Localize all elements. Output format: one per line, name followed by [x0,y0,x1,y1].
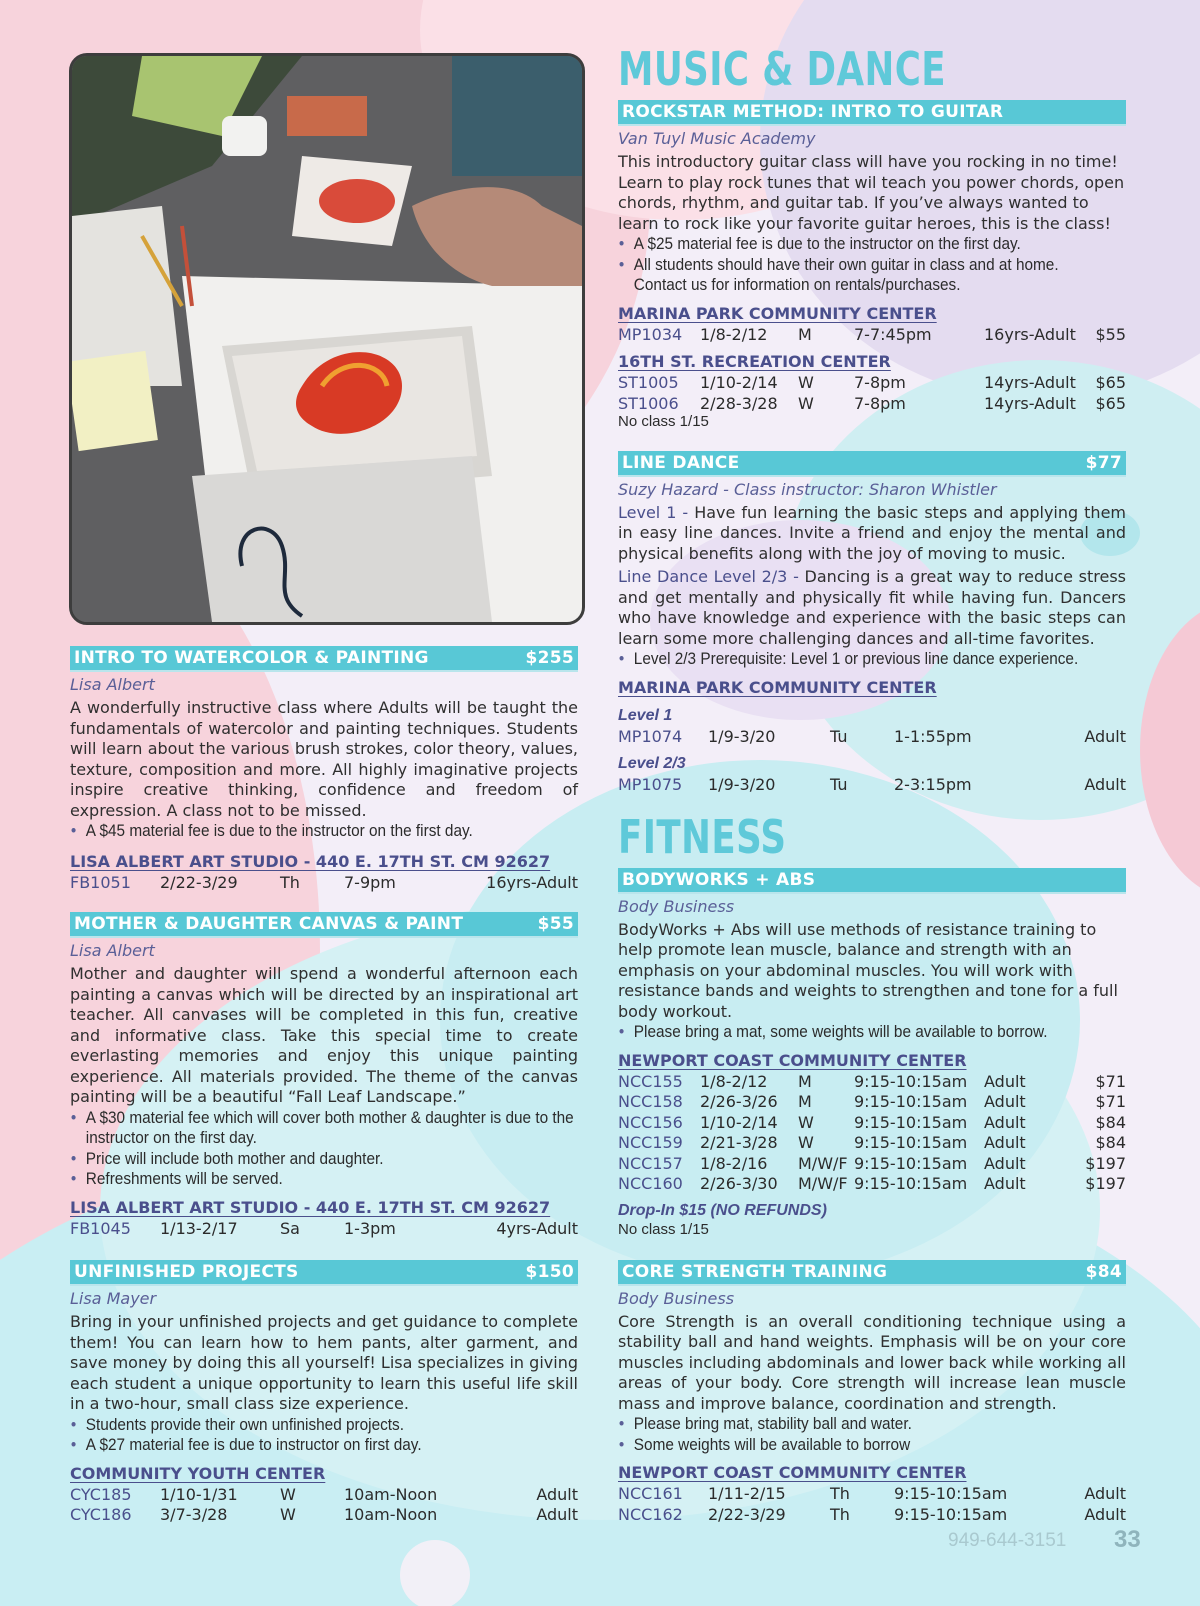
day: M/W/F [798,1153,848,1173]
class-code[interactable]: ST1005 [618,373,679,392]
level-text: Dancing is a great way to reduce stress and get mentally and physically fit while having fun. Dancers who have knowledge and experience with the basic steps can learn some more challenging dances and all-time favorites. [618,567,1126,648]
dates: 2/28-3/28 [700,393,778,413]
day: Tu [830,775,848,794]
price: $65 [1095,393,1126,413]
schedule-row [70,1485,578,1506]
instructor: Body Business [618,1288,735,1308]
footer-phone: 949-644-3151 [948,1530,1067,1551]
level-lead: Level 1 - [618,502,689,522]
age: Adult [536,1505,578,1524]
schedule-row [618,1505,1126,1526]
day: M [798,324,812,344]
bullet-list [70,1415,575,1456]
dates: 3/7-3/28 [160,1505,228,1524]
time: 7-8pm [854,393,906,413]
time: 9:15-10:15am [894,1484,1008,1503]
bullet-list [70,1108,575,1190]
time: 9:15-10:15am [854,1153,968,1173]
bullet: • Price will include both mother and daughter. [70,1149,575,1170]
bullet-list [70,821,575,842]
class-title-bar [618,868,1126,894]
dates: 1/11-2/15 [708,1484,786,1503]
schedule-row [618,394,1126,413]
bullet: • Please bring a mat, some weights will be available to borrow. [618,1022,1123,1043]
description: This introductory guitar class will have you rocking in no time! Learn to play rock tunes that wil teach you power chords, open chords, rhythm, and guitar tab. If you’ve always wanted to learn to rock like your favorite guitar heroes, this is the class! [618,152,1125,233]
age: Adult [984,1133,1026,1152]
description: Mother and daughter will spend a wonderful afternoon each painting a canvas which will be directed by an inspirational art teacher. All canvases will be completed in this fun, creative and informative class. Take this special time to create everlasting memories and enjoy this unique painting experience. All materials provided. The theme of the canvas painting will be a beautiful “Fall Leaf Landscape.” [70,964,578,1106]
bullet: • A $45 material fee is due to the instructor on the first day. [70,821,575,842]
class-title-bar [70,1260,578,1286]
price: $84 [1095,1133,1126,1152]
class-price: $84 [1085,1261,1122,1282]
day: M [798,1092,812,1111]
class-title-bar [70,646,578,672]
drop-in-note: Drop-In $15 (NO REFUNDS) [618,1201,827,1219]
bullet-list [618,1022,1123,1043]
dates: 2/21-3/28 [700,1133,778,1152]
description-level-1 [618,503,1126,565]
level-lead: Line Dance Level 2/3 - [618,567,799,586]
age: 16yrs-Adult [984,324,1076,344]
dates: 2/22-3/29 [160,872,238,892]
bullet-list [618,234,1123,296]
age: Adult [984,1092,1026,1111]
dates: 1/9-3/20 [708,726,776,746]
schedule-row [618,1133,1126,1154]
age: 14yrs-Adult [984,373,1076,392]
location-link[interactable]: NEWPORT COAST COMMUNITY CENTER [618,1050,967,1070]
level-text: Have fun learning the basic steps and applying them in easy line dances. Invite a friend and enjoy the mental and physical benefits along with the joy of moving to music. [618,502,1127,563]
time: 1-3pm [344,1218,396,1238]
description: A wonderfully instructive class where Adults will be taught the fundamentals of watercolor and painting techniques. Students will learn about the various brush strokes, color theory, values, texture, composition and more. All highly imaginative projects inspire creative thinking, confidence and freedom of expression. A class not to be missed. [70,698,578,820]
time: 7-9pm [344,872,396,892]
day: Tu [830,726,848,746]
class-code[interactable]: NCC161 [618,1484,683,1503]
schedule-row [618,373,1126,394]
dates: 1/8-2/12 [700,324,768,344]
age: 4yrs-Adult [496,1218,578,1238]
time: 2-3:15pm [894,775,972,794]
instructor: Van Tuyl Music Academy [618,129,816,148]
right-column [618,42,1126,1525]
class-bodyworks-abs [618,868,1126,1238]
instructor: Body Business [618,896,735,916]
description: Core Strength is an overall conditioning technique using a stability ball and hand weights. Emphasis will be on your core muscles including abdominals and lower back while working all areas of your body. Core strength will increase lean muscle mass and improve balance, coordination and strength. [618,1311,1126,1413]
bullet: • A $30 material fee which will cover both mother & daughter is due to the instructor on the first day. [70,1108,575,1149]
age: 16yrs-Adult [486,872,578,892]
class-title: UNFINISHED PROJECTS [74,1262,299,1282]
instructor: Lisa Albert [70,675,155,694]
schedule-row [618,1113,1126,1134]
class-code[interactable]: MP1075 [618,775,683,794]
class-code[interactable]: NCC159 [618,1133,683,1152]
day: W [798,1133,814,1152]
class-unfinished-projects [70,1260,578,1526]
age: Adult [536,1484,578,1504]
dates: 1/10-1/31 [160,1484,238,1504]
dates: 2/26-3/26 [700,1092,778,1111]
age: Adult [984,1112,1026,1132]
price: $197 [1085,1174,1126,1193]
schedule-row [618,1154,1126,1175]
price: $65 [1095,373,1126,392]
day: Th [830,1504,850,1524]
class-code[interactable]: CYC186 [70,1505,132,1524]
instructor: Suzy Hazard - Class instructor: Sharon Whistler [618,479,997,499]
schedule-row [618,775,1126,796]
schedule-row [618,325,1126,346]
instructor: Lisa Mayer [70,1289,157,1308]
age: Adult [1084,1484,1126,1503]
price: $84 [1095,1112,1126,1132]
class-code[interactable]: NCC155 [618,1071,683,1091]
dates: 1/8-2/16 [700,1153,768,1173]
dates: 1/9-3/20 [708,775,776,794]
schedule-row [618,727,1126,748]
dates: 2/22-3/29 [708,1504,786,1524]
class-code[interactable]: CYC185 [70,1484,132,1504]
class-code[interactable]: NCC162 [618,1504,683,1524]
dates: 2/26-3/30 [700,1174,778,1193]
location-link[interactable]: NEWPORT COAST COMMUNITY CENTER [618,1463,967,1482]
schedule-row [618,1092,1126,1113]
price: $197 [1085,1153,1126,1173]
class-code[interactable]: NCC157 [618,1153,683,1173]
schedule-row [618,1072,1126,1093]
class-title-bar [70,912,578,938]
class-title-bar [618,1260,1126,1286]
time: 9:15-10:15am [854,1092,968,1111]
level-label: Level 2/3 [618,755,686,772]
description: Bring in your unfinished projects and get guidance to complete them! You can learn how to hem pants, alter garment, and save money by doing this all yourself! Lisa specializes in giving each student a unique opportunity to learn this useful life skill in a two-hour, small class size experience. [70,1312,578,1413]
day: W [280,1505,296,1524]
age: Adult [984,1174,1026,1193]
class-title: INTRO TO WATERCOLOR & PAINTING [74,648,429,668]
age: Adult [984,1153,1026,1173]
schedule-row [618,1484,1126,1505]
price: $55 [1095,324,1126,344]
location-link[interactable]: MARINA PARK COMMUNITY CENTER [618,303,937,323]
no-class-note: No class 1/15 [618,412,709,430]
class-title: ROCKSTAR METHOD: INTRO TO GUITAR [622,102,1004,122]
section-heading-music-dance: MUSIC & DANCE [618,42,947,96]
age: Adult [1084,1504,1126,1524]
page-number: 33 [1114,1526,1141,1553]
location-link[interactable]: LISA ALBERT ART STUDIO - 440 E. 17TH ST. CM 92627 [70,1197,551,1217]
art-class-photo [69,53,585,625]
class-intro-guitar [618,100,1126,430]
bullet: • Level 2/3 Prerequisite: Level 1 or previous line dance experience. [618,649,1123,670]
day: Th [280,872,300,892]
bullet: • Refreshments will be served. [70,1169,575,1190]
bullet: • A $27 material fee is due to instructor on first day. [70,1435,575,1456]
level-label: Level 1 [618,706,673,724]
dates: 1/8-2/12 [700,1071,768,1091]
age: 14yrs-Adult [984,393,1076,413]
class-line-dance [618,451,1126,796]
schedule-row [70,1505,578,1526]
time: 9:15-10:15am [854,1133,968,1152]
bullet-list [618,649,1123,670]
no-class-note: No class 1/15 [618,1220,709,1238]
class-title: CORE STRENGTH TRAINING [622,1261,888,1282]
schedule-row [70,873,578,894]
bullet: • A $25 material fee is due to the instructor on the first day. [618,234,1123,255]
day: W [798,373,814,392]
location-link[interactable]: 16TH ST. RECREATION CENTER [618,352,891,371]
location-link[interactable]: LISA ALBERT ART STUDIO - 440 E. 17TH ST. CM 92627 [70,851,551,871]
class-code[interactable]: ST1006 [618,393,679,413]
class-code[interactable]: NCC156 [618,1112,683,1132]
dates: 1/13-2/17 [160,1218,238,1238]
class-core-strength [618,1260,1126,1526]
description-level-2-3 [618,567,1126,649]
class-title: BODYWORKS + ABS [622,869,816,890]
dates: 1/10-2/14 [700,373,778,392]
class-mother-daughter [70,912,578,1239]
time: 1-1:55pm [894,726,972,746]
class-price: $150 [525,1262,574,1282]
bullet: • Students provide their own unfinished projects. [70,1415,575,1436]
dates: 1/10-2/14 [700,1112,778,1132]
class-watercolor [70,646,578,893]
location-link[interactable]: COMMUNITY YOUTH CENTER [70,1463,326,1483]
instructor: Lisa Albert [70,941,155,960]
class-price: $255 [525,648,574,668]
class-code[interactable]: NCC158 [618,1092,683,1111]
class-price: $77 [1085,452,1122,473]
bullet: • All students should have their own guitar in class and at home. Contact us for information on rentals/purchases. [618,255,1099,296]
day: Th [830,1484,850,1503]
time: 9:15-10:15am [854,1112,968,1132]
day: W [798,1112,814,1132]
class-title: MOTHER & DAUGHTER CANVAS & PAINT [74,914,464,934]
time: 7-7:45pm [854,324,932,344]
class-title: LINE DANCE [622,452,740,473]
day: M/W/F [798,1174,848,1193]
bullet: • Some weights will be available to borrow [618,1435,1123,1456]
age: Adult [1084,726,1126,746]
schedule-row [70,1219,578,1240]
location-link[interactable]: MARINA PARK COMMUNITY CENTER [618,677,937,697]
section-heading-fitness: FITNESS [618,809,787,864]
bullet-list [618,1414,1123,1455]
time: 9:15-10:15am [854,1174,968,1193]
day: M [798,1071,812,1091]
class-code[interactable]: FB1045 [70,1218,131,1238]
class-code[interactable]: NCC160 [618,1174,683,1193]
bullet: • Please bring mat, stability ball and water. [618,1414,1123,1435]
day: W [798,393,814,413]
time: 9:15-10:15am [894,1504,1008,1524]
class-code[interactable]: MP1034 [618,324,683,344]
time: 7-8pm [854,373,906,392]
time: 10am-Noon [344,1505,438,1524]
price: $71 [1095,1071,1126,1091]
class-code[interactable]: FB1051 [70,872,131,892]
day: Sa [280,1218,300,1238]
class-title-bar [618,451,1126,477]
age: Adult [1084,775,1126,794]
time: 10am-Noon [344,1484,438,1504]
time: 9:15-10:15am [854,1071,968,1091]
description: BodyWorks + Abs will use methods of resistance training to help promote lean muscle, balance and strength with an emphasis on your abdominal muscles. You will work with resistance bands and weights to strengthen and tone for a full body workout. [618,919,1118,1021]
left-column [70,646,578,1526]
class-title-bar [618,100,1126,126]
class-price: $55 [537,914,574,934]
schedule-row [618,1174,1126,1195]
class-code[interactable]: MP1074 [618,726,683,746]
schedule-table [618,1072,1126,1195]
age: Adult [984,1071,1026,1091]
day: W [280,1484,296,1504]
price: $71 [1095,1092,1126,1111]
